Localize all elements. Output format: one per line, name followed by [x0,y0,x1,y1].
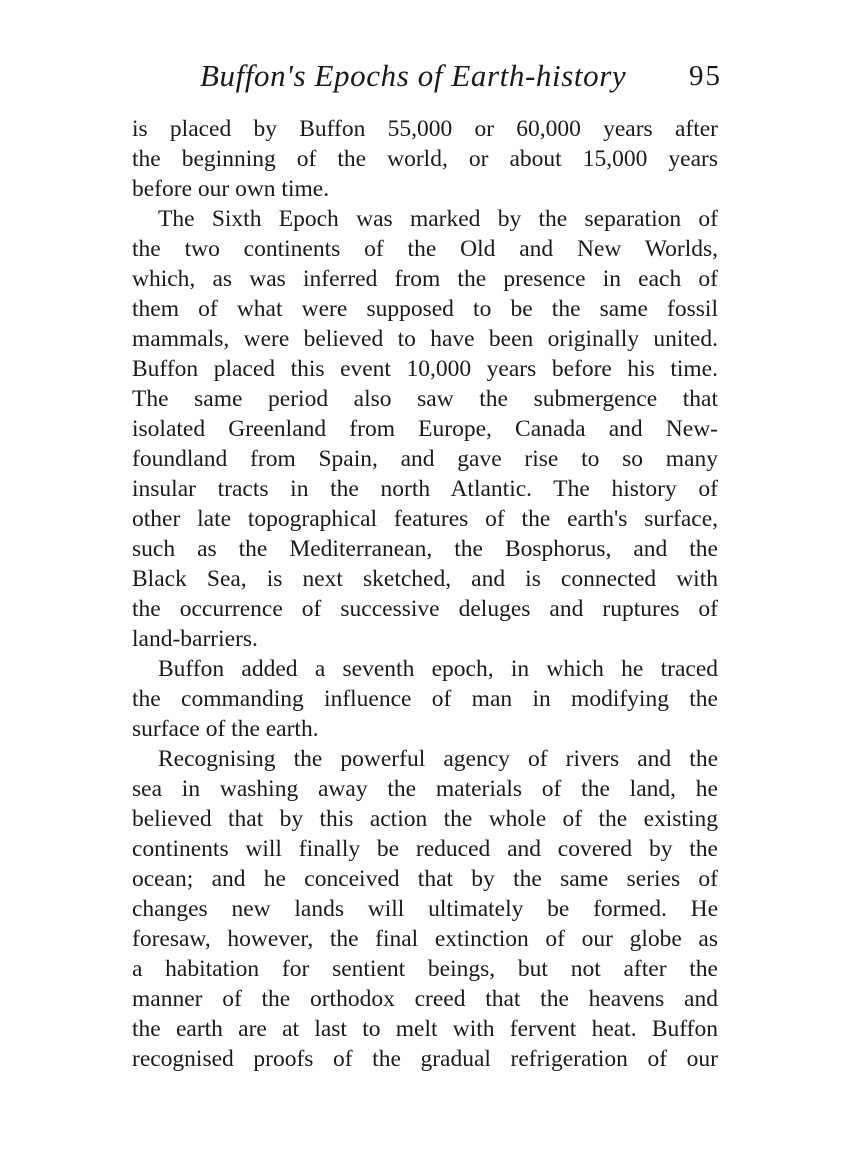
text-line: land-barriers. [132,626,258,652]
text-line: foresaw, however, the final extinction of our globe as [132,926,718,952]
text-line: surface of the earth. [132,716,319,742]
paragraph [132,114,718,204]
text-line: The Sixth Epoch was marked by the separation of [158,206,718,232]
text-line: Buffon added a seventh epoch, in which he traced [158,656,718,682]
text-line: continents will finally be reduced and covered by the [132,836,718,862]
text-line: Recognising the powerful agency of rivers and the [158,746,718,772]
body-text [132,114,718,1074]
text-line: manner of the orthodox creed that the heavens and [132,986,718,1012]
text-line: the earth are at last to melt with fervent heat. Buffon [132,1016,718,1042]
text-line: which, as was inferred from the presence in each of [132,266,718,292]
text-line: mammals, were believed to have been originally united. [132,326,718,352]
text-line: ocean; and he conceived that by the same series of [132,866,718,892]
text-line: sea in washing away the materials of the land, he [132,776,718,802]
text-line: foundland from Spain, and gave rise to so many [132,446,718,472]
text-line: The same period also saw the submergence that [132,386,718,412]
text-line: before our own time. [132,176,330,202]
text-line: the two continents of the Old and New Worlds, [132,236,718,262]
text-line: the beginning of the world, or about 15,000 years [132,146,718,172]
text-line: the occurrence of successive deluges and ruptures of [132,596,718,622]
text-line: believed that by this action the whole of the existing [132,806,718,832]
text-line: recognised proofs of the gradual refrigeration of our [132,1046,718,1072]
text-line: other late topographical features of the earth's surface, [132,506,718,532]
text-line: Black Sea, is next sketched, and is connected with [132,566,718,592]
running-head [132,58,722,102]
text-line: is placed by Buffon 55,000 or 60,000 years after [132,116,718,142]
page-number: 95 [689,60,722,92]
text-line: insular tracts in the north Atlantic. The history of [132,476,718,502]
text-line: the commanding influence of man in modifying the [132,686,718,712]
running-title: Buffon's Epochs of Earth-history [200,58,627,93]
text-line: them of what were supposed to be the same fossil [132,296,718,322]
text-line: Buffon placed this event 10,000 years before his time. [132,356,718,382]
paragraph [132,744,718,1074]
text-line: isolated Greenland from Europe, Canada and New- [132,416,718,442]
text-line: changes new lands will ultimately be formed. He [132,896,718,922]
text-line: a habitation for sentient beings, but not after the [132,956,718,982]
paragraph [132,654,718,744]
paragraph [132,204,718,654]
text-line: such as the Mediterranean, the Bosphorus, and the [132,536,718,562]
